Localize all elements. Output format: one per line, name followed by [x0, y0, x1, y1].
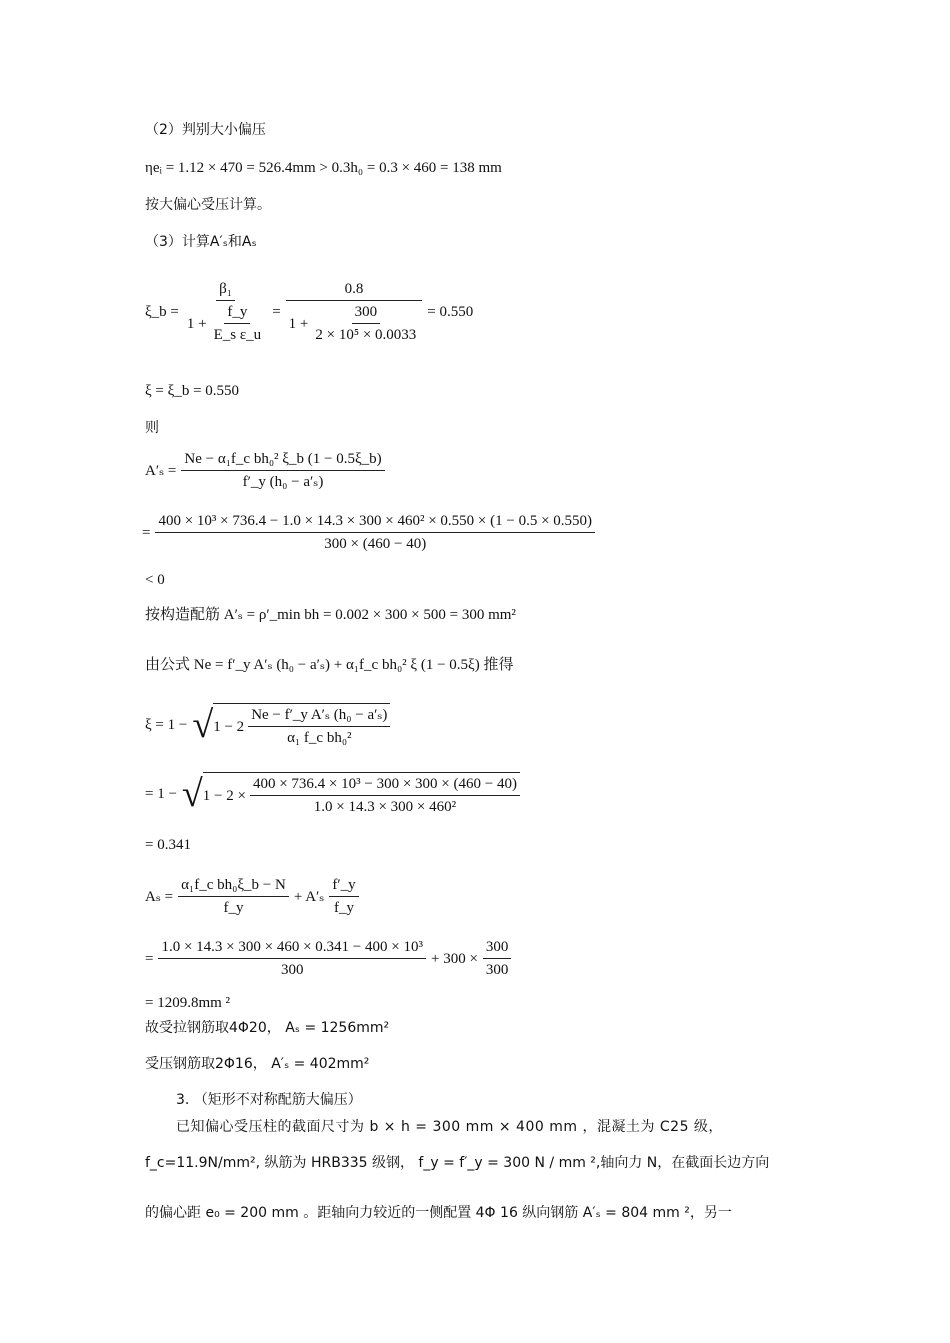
inner-fraction [211, 303, 265, 344]
fraction [483, 938, 512, 979]
equilibrium-formula: 由公式 Ne = f′_y A′ₛ (h₀ − a′ₛ) + α₁f_c bh₀² ξ (1 − 0.5ξ) 推得 [145, 657, 514, 673]
xi-sqrt-numeric [145, 772, 520, 816]
compression-steel-choice: 受压钢筋取2Φ16， A′ₛ = 402mm² [145, 1056, 370, 1072]
radicand-prefix: 1 − 2 [213, 718, 245, 735]
section-2-title: （2）判别大小偏压 [145, 122, 266, 138]
numerator: 400 × 736.4 × 10³ − 300 × 300 × (460 − 40) [250, 775, 520, 796]
equals: = [272, 304, 281, 320]
denominator: E_s ε_u [213, 327, 262, 343]
numerator: 1.0 × 14.3 × 300 × 460 × 0.341 − 400 × 10³ [158, 938, 426, 959]
eccentricity-check-eq: ηeᵢ = 1.12 × 470 = 526.4mm > 0.3h₀ = 0.3 × 460 = 138 mm [145, 160, 502, 176]
as-prime-formula [145, 450, 385, 491]
problem-3-line-1: 已知偏心受压柱的截面尺寸为 b × h = 300 mm × 400 mm ，混凝土为 C25 级， [176, 1119, 723, 1135]
numerator: f′_y [329, 876, 358, 897]
problem-3-line-3: 的偏心距 e₀ = 200 mm 。距轴向力较近的一侧配置 4Φ 16 纵向钢筋 A′ₛ = 804 mm ²，另一 [145, 1205, 732, 1221]
fraction [248, 706, 390, 747]
denominator: 2 × 10⁵ × 0.0033 [315, 327, 417, 343]
plus-term: + 300 × [430, 950, 478, 967]
lhs: Aₛ = [145, 888, 174, 905]
inner-fraction [312, 303, 419, 344]
xi-sqrt-formula [145, 703, 390, 747]
denominator [286, 301, 423, 344]
as-numeric [145, 938, 511, 979]
lhs: A′ₛ = [145, 462, 177, 479]
then-text: 则 [145, 420, 159, 436]
section-3-title: （3）计算A′ₛ和Aₛ [145, 234, 257, 250]
denominator: α₁ f_c bh₀² [287, 730, 352, 746]
denominator: f′_y (h₀ − a′ₛ) [242, 474, 324, 490]
plus-term: + A′ₛ [293, 888, 325, 905]
xi-result: = 0.341 [145, 837, 191, 853]
lhs: = 1 − [145, 786, 177, 802]
fraction [181, 450, 384, 491]
xi-b-equation [145, 280, 473, 344]
xi-b-fraction [184, 280, 267, 344]
as-result: = 1209.8mm ² [145, 995, 231, 1011]
problem-3-title: 3. （矩形不对称配筋大偏压） [176, 1092, 362, 1108]
fraction [155, 512, 595, 553]
radicand-prefix: 1 − 2 × [202, 787, 246, 804]
as-prime-numeric [142, 512, 595, 553]
denominator: 300 [485, 962, 509, 978]
equals: = [145, 950, 154, 967]
conclusion-text: 按大偏心受压计算。 [145, 197, 271, 213]
fraction [329, 876, 358, 917]
xi-b-numeric-fraction [286, 280, 423, 344]
denominator: f_y [334, 900, 355, 916]
numerator: β₁ [216, 280, 235, 301]
denominator: 300 [280, 962, 304, 978]
square-root [192, 703, 390, 747]
equals: = [142, 524, 151, 541]
fraction [158, 938, 426, 979]
radical-sign-icon: √ [181, 773, 203, 815]
less-than-zero: < 0 [145, 572, 165, 588]
xi-equals-xib: ξ = ξ_b = 0.550 [145, 383, 240, 399]
radical-sign-icon: √ [192, 704, 214, 746]
numerator: Ne − α₁f_c bh₀² ξ_b (1 − 0.5ξ_b) [181, 450, 384, 471]
fraction [178, 876, 289, 917]
denominator: 1.0 × 14.3 × 300 × 460² [313, 799, 457, 815]
numerator: 300 [483, 938, 512, 959]
numerator: Ne − f′_y A′ₛ (h₀ − a′ₛ) [248, 706, 390, 727]
numerator: f_y [224, 303, 250, 324]
one-plus: 1 + [186, 315, 207, 332]
construction-reinforcement: 按构造配筋 A′ₛ = ρ′_min bh = 0.002 × 300 × 500 = 300 mm² [145, 607, 516, 623]
numerator: 300 [352, 303, 381, 324]
tension-steel-choice: 故受拉钢筋取4Φ20， Aₛ = 1256mm² [145, 1020, 390, 1036]
numerator: 400 × 10³ × 736.4 − 1.0 × 14.3 × 300 × 460² × 0.550 × (1 − 0.5 × 0.550) [155, 512, 595, 533]
fraction [250, 775, 520, 816]
xi-b-result: = 0.550 [427, 304, 474, 320]
numerator: α₁f_c bh₀ξ_b − N [178, 876, 289, 897]
as-formula [145, 876, 359, 917]
numerator: 0.8 [286, 280, 422, 301]
denominator [184, 301, 267, 344]
one-plus: 1 + [288, 315, 309, 332]
square-root [182, 772, 520, 816]
lhs: ξ = 1 − [145, 717, 188, 733]
denominator: f_y [223, 900, 244, 916]
denominator: 300 × (460 − 40) [324, 536, 427, 552]
problem-3-line-2: f_c=11.9N/mm², 纵筋为 HRB335 级钢， f_y = f′_y = 300 N / mm ²,轴向力 N，在截面长边方向 [145, 1155, 770, 1171]
xi-b-lhs: ξ_b = [145, 304, 179, 320]
